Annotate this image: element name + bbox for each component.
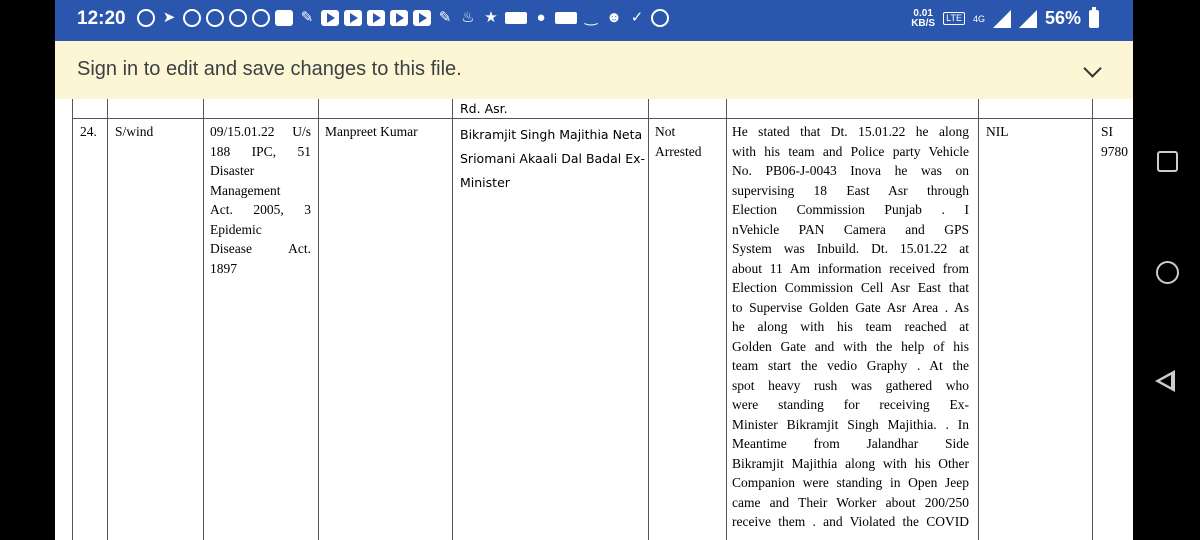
table-border <box>1092 99 1093 540</box>
table-border <box>107 99 108 540</box>
prev-row-address: Rd. Asr. <box>460 101 508 116</box>
table-border <box>648 99 649 540</box>
youtube-icon <box>390 10 408 26</box>
status-bar <box>55 0 1133 41</box>
whatsapp-icon <box>137 9 155 27</box>
youtube-icon <box>344 10 362 26</box>
app-icon <box>275 10 293 26</box>
notification-icon <box>183 9 201 27</box>
network-type: 4G <box>972 13 985 24</box>
notification-icon <box>229 9 247 27</box>
volte-icon: LTE <box>943 12 965 25</box>
arrest-status: Not Arrested <box>655 124 702 159</box>
bell-icon: ♨ <box>461 9 475 26</box>
person-add-icon: ☻ <box>606 9 622 26</box>
youtube-icon <box>413 10 431 26</box>
table-border <box>726 99 727 540</box>
status-time: 12:20 <box>77 8 126 29</box>
fir-details: 09/15.01.22 U/s 188 IPC, 51 Disaster Management Act. 2005, 3 Epidemic Disease Act. 1897 <box>210 124 311 276</box>
sign-in-message[interactable]: Sign in to edit and save changes to this file. <box>77 58 462 80</box>
battery-icon <box>1089 10 1099 28</box>
signal-icon <box>993 10 1011 28</box>
table-border <box>318 99 319 540</box>
document-table <box>55 99 1133 540</box>
news-icon <box>555 12 577 24</box>
youtube-icon <box>321 10 339 26</box>
sr-no: 24. <box>80 124 97 139</box>
sign-in-banner[interactable] <box>55 41 1133 99</box>
instagram-icon <box>651 9 669 27</box>
table-border <box>978 99 979 540</box>
status-right <box>911 8 1099 29</box>
accused-details: Bikramjit Singh Majithia Neta Sriomani Akaali Dal Badal Ex- Minister <box>460 127 646 190</box>
square-icon[interactable] <box>1157 151 1178 172</box>
news-icon <box>505 12 527 24</box>
phone-screen <box>55 0 1133 540</box>
attachment-icon: ✎ <box>300 9 314 26</box>
circle-icon[interactable] <box>1156 261 1179 284</box>
youtube-icon <box>367 10 385 26</box>
notification-icons <box>137 9 669 27</box>
table-border <box>72 99 73 540</box>
notification-icon <box>206 9 224 27</box>
battery-percent: 56% <box>1044 8 1081 28</box>
police-station: S/wind <box>115 124 154 139</box>
signal-icon <box>1019 10 1037 28</box>
chevron-down-icon[interactable] <box>1083 59 1101 77</box>
back-icon-inner <box>1160 375 1171 387</box>
case-details: He stated that Dt. 15.01.22 he along with his team and Police party Vehicle No. PB06-J-0043 Inova he was on supervising 18 East Asr through Election Commission Punjab . I nVehicle PAN Camera and GPS System was Inbuild. Dt. 15.01.22 at about 11 Am information received from Election Commission Cell Asr East that to Supervise Golden Gate Asr Area . As he along with his team reached at Golden Gate and with the help of his team start the vedio Graphy . At the spot heavy rush was gathered who were standing for receiving Ex- Minister Bikramjit Singh Majithia. . In Meantime from Jalandhar Side Bikramjit Majithia along with his Other Companion were standing in Open Jeep came and Their Worker about 200/250 receive them . and Violated the COVID <box>732 124 969 529</box>
investigating-officer: SI 9780 <box>1101 124 1128 159</box>
send-icon: ➤ <box>162 9 176 26</box>
complainant: Manpreet Kumar <box>325 124 418 139</box>
table-border <box>452 99 453 540</box>
table-border <box>203 99 204 540</box>
net-speed: 0.01 KB/S <box>911 7 936 29</box>
table-row-border <box>72 118 1133 119</box>
app-icon: ★ <box>484 9 498 26</box>
app-icon: ● <box>536 9 546 26</box>
attachment-icon: ✎ <box>438 9 452 26</box>
twitter-icon: ✓ <box>630 9 644 26</box>
navigation-bar <box>1133 0 1200 540</box>
phone-icon <box>252 9 270 27</box>
smile-icon: ‿ <box>584 9 598 26</box>
recovery: NIL <box>986 124 1009 139</box>
